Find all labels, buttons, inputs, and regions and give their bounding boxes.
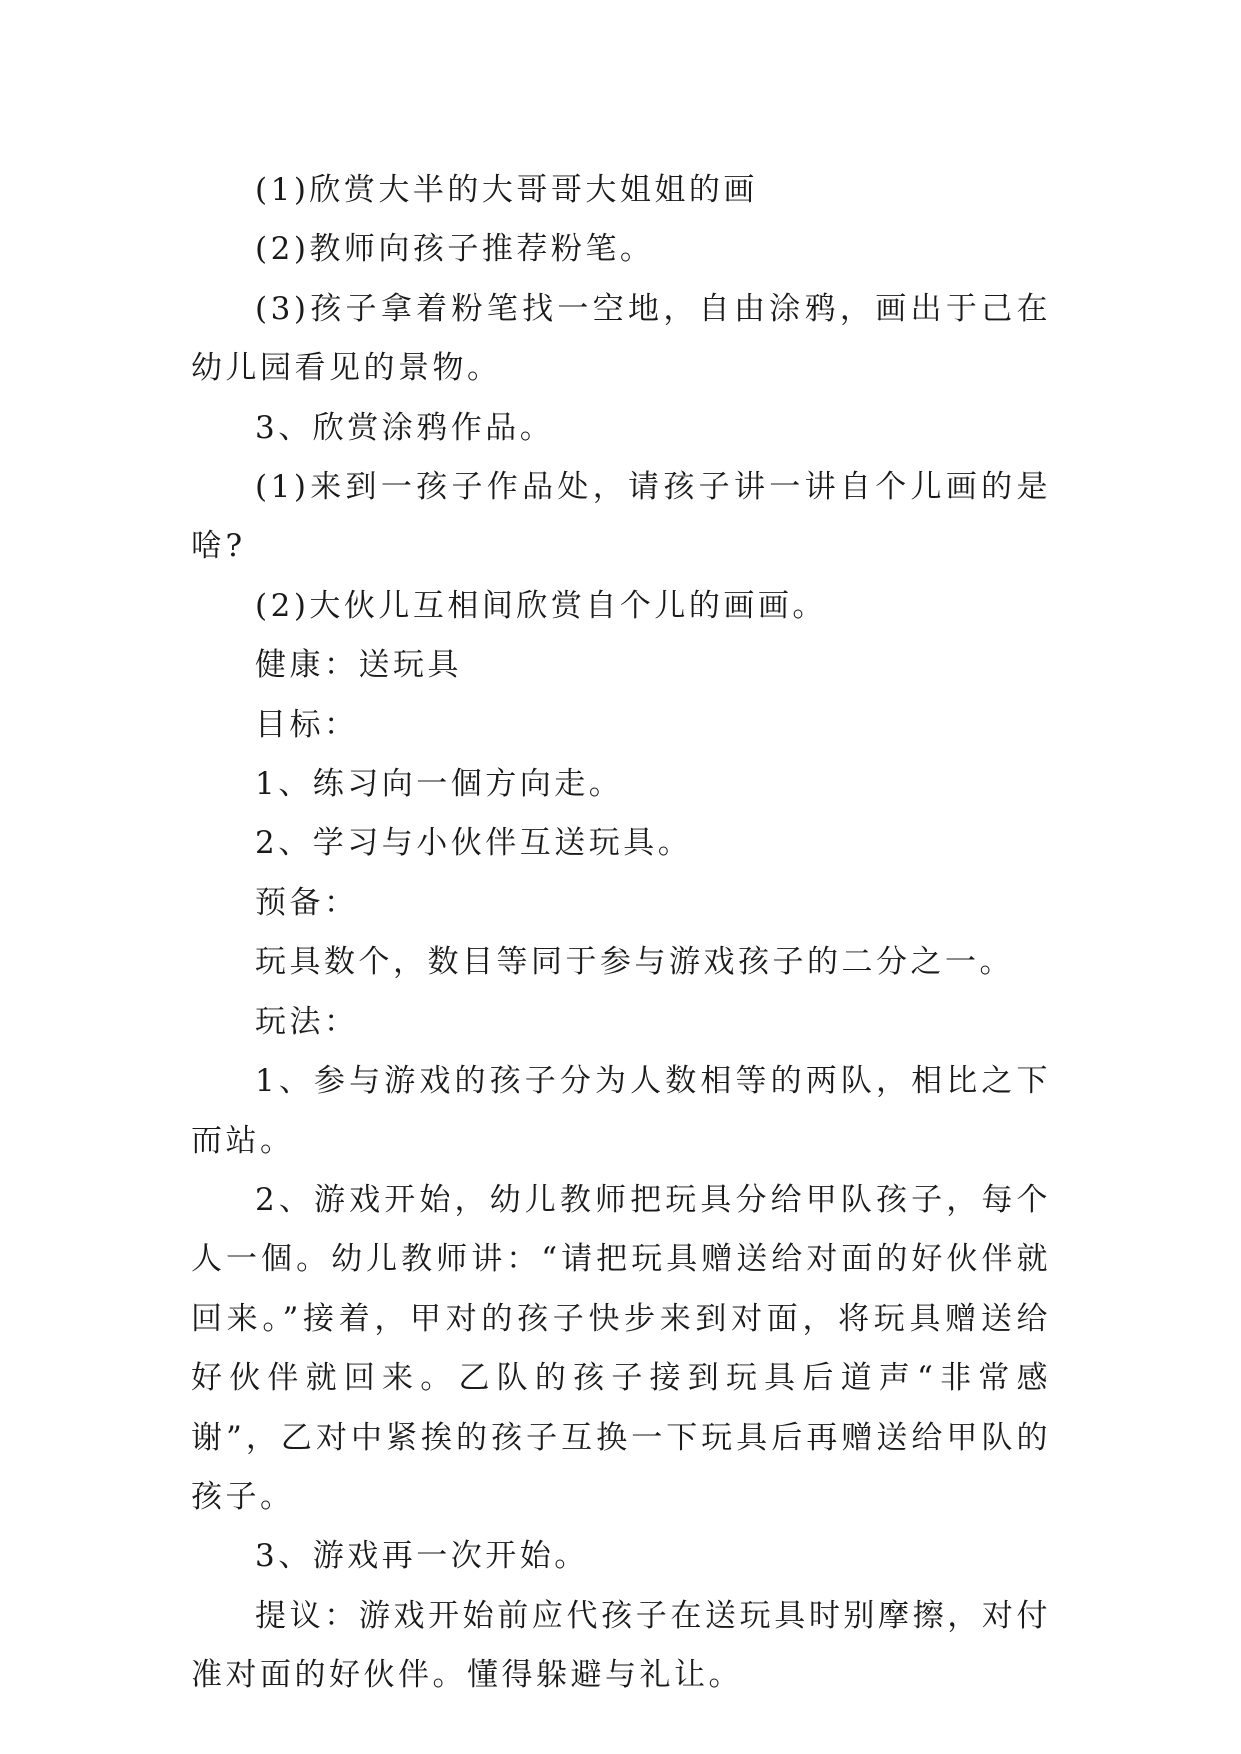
paragraph: 提议：游戏开始前应代孩子在送玩具时别摩擦，对付准对面的好伙伴。懂得躲避与礼让。 bbox=[191, 1597, 1051, 1694]
subheading: 玩法： bbox=[255, 1003, 359, 1040]
paragraph: 3、欣赏涂鸦作品。 bbox=[255, 409, 555, 446]
paragraph: 1、参与游戏的孩子分为人数相等的两队，相比之下而站。 bbox=[191, 1063, 1051, 1159]
paragraph: 2、游戏开始，幼儿教师把玩具分给甲队孩子，每个人一個。幼儿教师讲：“请把玩具赠送给对面的好伙伴就回来。”接着，甲对的孩子快步来到对面，将玩具赠送给好伙伴就回来。乙队的孩子接到玩具后道声“非常感谢”，乙对中紧挨的孩子互换一下玩具后再赠送给甲队的孩子。 bbox=[191, 1181, 1051, 1515]
paragraph: 3、游戏再一次开始。 bbox=[255, 1538, 589, 1575]
document-body bbox=[191, 161, 1051, 1706]
paragraph: 2、学习与小伙伴互送玩具。 bbox=[255, 825, 693, 862]
paragraph: (2)大伙儿互相间欣赏自个儿的画画。 bbox=[255, 587, 827, 624]
paragraph: (1)欣赏大半的大哥哥大姐姐的画 bbox=[255, 172, 758, 208]
paragraph: (3)孩子拿着粉笔找一空地，自由涂鸦，画出于己在幼儿园看见的景物。 bbox=[191, 290, 1051, 387]
paragraph: (2)教师向孩子推荐粉笔。 bbox=[255, 231, 655, 268]
subheading: 预备： bbox=[255, 884, 359, 921]
subheading: 目标： bbox=[255, 706, 359, 743]
section-heading: 健康：送玩具 bbox=[255, 647, 462, 684]
paragraph: (1)来到一孩子作品处，请孩子讲一讲自个儿画的是啥? bbox=[191, 469, 1051, 565]
paragraph: 1、练习向一個方向走。 bbox=[255, 766, 624, 803]
paragraph: 玩具数个，数目等同于参与游戏孩子的二分之一。 bbox=[255, 944, 1014, 981]
